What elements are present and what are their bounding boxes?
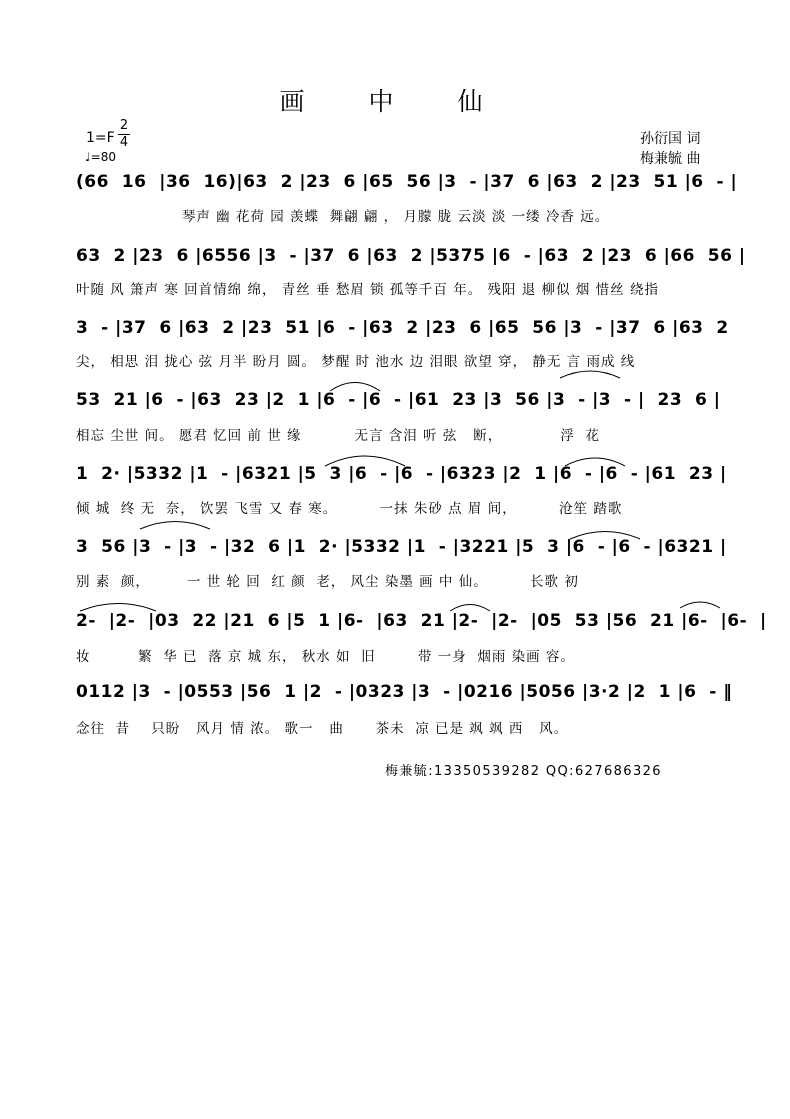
notation-line: 1 2· |5332 |1 - |6321 |5 3 |6 - |6 - |6323 |2 1 |6 - |6 - |61 23 | — [76, 464, 727, 484]
slur-arc — [565, 458, 625, 466]
slur-arc — [560, 371, 620, 378]
slur-arc — [325, 456, 405, 466]
notation-line: 3 - |37 6 |63 2 |23 51 |6 - |63 2 |23 6 |65 56 |3 - |37 6 |63 2 — [76, 318, 736, 338]
slur-arc — [330, 383, 380, 392]
notation-line: 2- |2- |03 22 |21 6 |5 1 |6- |63 21 |2- |2- |05 53 |56 21 |6- |6- | — [76, 611, 767, 631]
song-title: 画 中 仙 — [279, 87, 511, 116]
slur-arc — [140, 522, 210, 530]
notation-line: 0112 |3 - |0553 |56 1 |2 - |0323 |3 - |0216 |5056 |3·2 |2 1 |6 - ‖ — [76, 682, 733, 702]
lyric-line: 琴声 幽 花荷 园 羡蝶 舞翩 翩 ， 月朦 胧 云淡 淡 一缕 冷香 远。 — [76, 209, 610, 225]
lyric-line: 妆 繁 华 已 落 京 城 东， 秋水 如 旧 带 一身 烟雨 染画 容。 — [76, 649, 575, 665]
lyric-line: 别 素 颜， 一 世 轮 回 红 颜 老， 风尘 染墨 画 中 仙。 长歌 初 — [76, 574, 579, 590]
lyric-line: 相忘 尘世 间。 愿君 忆回 前 世 缘 无言 含泪 听 弦 断， 浮 花 — [76, 428, 600, 444]
lyricist-credit: 孙衍国 词 — [640, 131, 701, 147]
composer-credit: 梅兼毓 曲 — [640, 151, 701, 167]
notation-line: 53 21 |6 - |63 23 |2 1 |6 - |6 - |61 23 |3 56 |3 - |3 - | 23 6 | — [76, 390, 721, 410]
slur-arc — [570, 532, 640, 540]
time-signature-bottom: 4 — [119, 135, 129, 150]
lyric-line: 尖， 相思 泪 拢心 弦 月半 盼月 圆。 梦醒 时 池水 边 泪眼 欲望 穿， 静无 言 雨成 线 — [76, 354, 636, 370]
slur-arc — [680, 602, 720, 608]
lyric-line: 念往 昔 只盼 风月 情 浓。 歌一 曲 茶未 凉 已是 飒 飒 西 风。 — [76, 721, 569, 737]
notation-line: (66 16 |36 16)|63 2 |23 6 |65 56 |3 - |37 6 |63 2 |23 51 |6 - | — [76, 172, 738, 192]
contact-info: 梅兼毓:13350539282 QQ:627686326 — [385, 764, 662, 779]
lyric-line: 叶随 风 箫声 寒 回首情绵 绵， 青丝 垂 愁眉 锁 孤等千百 年。 残阳 退 柳似 烟 惜丝 绕指 — [76, 282, 659, 298]
slur-arc — [450, 605, 490, 612]
lyric-line: 倾 城 终 无 奈， 饮罢 飞雪 又 春 寒。 一抹 朱砂 点 眉 间， 沧笙 踏歌 — [76, 501, 623, 517]
time-signature-top: 2 — [119, 118, 129, 133]
notation-line: 3 56 |3 - |3 - |32 6 |1 2· |5332 |1 - |3221 |5 3 |6 - |6 - |6321 | — [76, 537, 727, 557]
slur-arc — [80, 604, 156, 612]
tempo-marking: ♩=80 — [85, 150, 116, 164]
key-signature: 1=F — [86, 130, 115, 146]
notation-line: 63 2 |23 6 |6556 |3 - |37 6 |63 2 |5375 |6 - |63 2 |23 6 |66 56 | — [76, 246, 746, 266]
